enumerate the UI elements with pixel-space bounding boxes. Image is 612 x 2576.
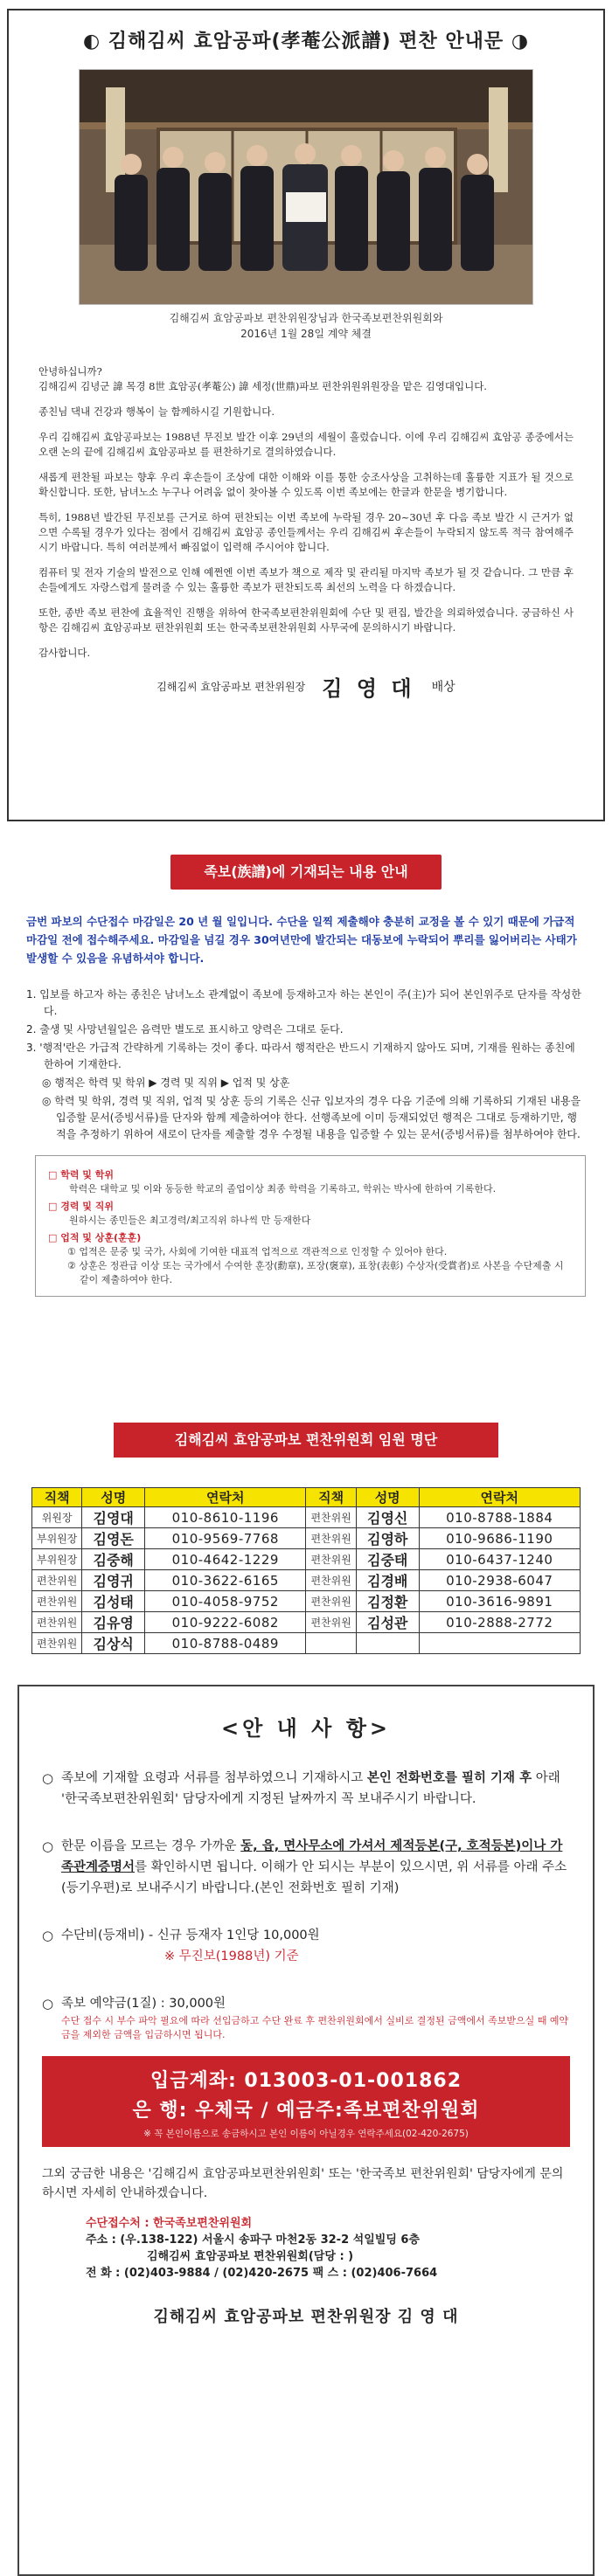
committee-roster: [0, 1423, 612, 1685]
guidance-text-part: 한문 이름을 모르는 경우 가까운: [61, 1839, 241, 1853]
signature-name: 김 영 대: [322, 675, 415, 701]
roster-cell: 010-9569-7768: [145, 1528, 306, 1549]
letter-paragraph: 컴퓨터 및 전자 기술의 발전으로 인해 예쩐엔 이번 족보가 책으로 제작 및 관리될 마지막 족보가 될 것 같습니다. 그 만큼 후손들에게도 자랑스럽게 물려줄 수 있는 훌륭한 족보가 편찬되도록 최선의 노력을 다 하겠습니다.: [38, 566, 574, 593]
roster-cell: 010-9222-6082: [145, 1612, 306, 1633]
guidance-text-part: 족보 예약금(1질) : 30,000원: [61, 1997, 226, 2011]
roster-header-cell: 연락처: [145, 1488, 306, 1507]
roster-cell: 김성관: [356, 1612, 419, 1633]
roster-cell: 편찬위원: [32, 1633, 82, 1654]
roster-cell: [419, 1633, 580, 1654]
circle-bullet-icon: ○: [42, 1928, 54, 1943]
letter-paragraph: 안녕하십니까? 김해김씨 김녕군 諱 목경 8世 효암공(孝菴公) 諱 세정(世鼎)파보 편찬위원위원장을 맡은 김영대입니다.: [38, 365, 487, 392]
roster-cell: 편찬위원: [306, 1549, 356, 1570]
circle-bullet-icon: ○: [42, 1839, 54, 1854]
guidance-text-part: 를 확인하시면 됩니다. 이해가 안 되시는 부분이 있으시면, 위 서류를 아래 주소(등기우편)로 보내주시기 바랍니다.(본인 전화번호 필히 기재): [61, 1860, 567, 1895]
contract-signing-photo: [79, 69, 533, 305]
roster-cell: 편찬위원: [32, 1570, 82, 1591]
roster-cell: 010-2938-6047: [419, 1570, 580, 1591]
letter-paragraph: 또한, 종반 족보 편찬에 효율적인 진행을 위하여 한국족보편찬위원회에 수단 및 편집, 발간을 의뢰하였습니다. 궁금하신 사항은 김해김씨 효암공파보 편찬위원회 또는 한국족보편찬위원회 사무국에 문의하시기 바랍니다.: [38, 606, 574, 634]
roster-row: [32, 1528, 581, 1549]
roster-cell: 편찬위원: [306, 1528, 356, 1549]
genealogy-content-guide: [0, 855, 612, 1423]
letter-paragraph: 새롭게 편찬될 파보는 향후 우리 후손들이 조상에 대한 이해와 이를 통한 숭조사상을 고취하는데 훌륭한 지표가 될 것으로 확신합니다. 또한, 남녀노소 누구나 어려움 없이 찾아볼 수 있도록 이번 족보에는 한글과 한문을 병기합니다.: [38, 471, 574, 498]
roster-cell: 김영대: [82, 1507, 145, 1528]
roster-cell: 010-9686-1190: [419, 1528, 580, 1549]
roster-cell: 010-4058-9752: [145, 1591, 306, 1612]
photo-caption: [38, 310, 574, 342]
roster-cell: 010-8788-1884: [419, 1507, 580, 1528]
roster-cell: 부위원장: [32, 1549, 82, 1570]
criteria-text: 학력은 대학교 및 이와 동등한 학교의 졸업이상 최종 학력을 기록하고, 학위는 박사에 한하여 기록한다.: [69, 1183, 497, 1195]
page: [0, 9, 612, 2576]
rule-item: 3. '행적'란은 가급적 간략하게 기록하는 것이 좋다. 따라서 행적란은 반드시 기재하지 않아도 되며, 기재를 원하는 종친에 한하여 기재한다.: [26, 1042, 575, 1070]
guidance-text-part: 족보에 기재할 요령과 서류를 첨부하였으니 기재하시고: [61, 1771, 367, 1785]
roster-row: [32, 1549, 581, 1570]
account-note: ※ 꼭 본인이름으로 송금하시고 본인 이름이 아닐경우 연락주세요(02-420-2675): [143, 2129, 469, 2139]
address-phone: 전 화 : (02)403-9884 / (02)420-2675 팩 스 : (02)406-7664: [86, 2267, 438, 2280]
roster-cell: 편찬위원: [306, 1507, 356, 1528]
roster-cell: 김중태: [356, 1549, 419, 1570]
roster-row: [32, 1612, 581, 1633]
roster-header-cell: 성명: [356, 1488, 419, 1507]
letter-body: [38, 364, 574, 661]
roster-cell: 편찬위원: [32, 1591, 82, 1612]
roster-cell: 010-6437-1240: [419, 1549, 580, 1570]
contact-text: 그외 궁금한 내용은 '김해김씨 효암공파보편찬위원회' 또는 '한국족보 편찬위원회' 담당자에게 문의하시면 자세히 안내하겠습니다.: [42, 2167, 564, 2200]
rule-subitem: ◎ 행적은 학력 및 학위 ▶ 경력 및 직위 ▶ 업적 및 상훈: [42, 1077, 290, 1089]
roster-header-cell: 직책: [306, 1488, 356, 1507]
criteria-heading: □ 경력 및 직위: [48, 1201, 115, 1212]
roster-cell: 김유영: [82, 1612, 145, 1633]
roster-cell: 김영돈: [82, 1528, 145, 1549]
guidance-text-part: 아래 '한국족보편찬위원회' 담당자에게 지정된 날짜까지 꼭 보내주시기 바랍니다.: [61, 1771, 560, 1806]
address-line: 주소 : (우.138-122) 서울시 송파구 마천2동 32-2 석일빌딩 6층: [86, 2233, 421, 2247]
criteria-heading: □ 업적 및 상훈(훈훈): [48, 1232, 142, 1243]
guidance-item-text: [61, 1768, 570, 1810]
address-heading: 수단접수처 : 한국족보편찬위원회: [86, 2217, 253, 2230]
record-criteria-box: [35, 1155, 586, 1297]
guidance-text-emphasis: 본인 전화번호를 필히 기재 후: [366, 1771, 532, 1785]
roster-cell: [306, 1633, 356, 1654]
signature-org: 김해김씨 효암공파보 편찬위원장: [156, 681, 306, 693]
roster-cell: 김성태: [82, 1591, 145, 1612]
rules-list: [26, 987, 586, 1143]
roster-cell: 010-4642-1229: [145, 1549, 306, 1570]
guidance-notice: [17, 1685, 595, 2576]
roster-row: [32, 1570, 581, 1591]
roster-header-cell: 성명: [82, 1488, 145, 1507]
signature-bae: 배상: [431, 680, 456, 695]
roster-row: [32, 1633, 581, 1654]
roster-cell: 위원장: [32, 1507, 82, 1528]
guidance-text-part: 수단비(등재비) - 신규 등재자 1인당 10,000원: [61, 1929, 320, 1942]
roster-cell: 010-2888-2772: [419, 1612, 580, 1633]
content-guide-banner: 족보(族譜)에 기재되는 내용 안내: [170, 855, 442, 890]
criteria-heading: □ 학력 및 학위: [48, 1169, 115, 1181]
roster-table: [31, 1487, 581, 1654]
roster-header-cell: 연락처: [419, 1488, 580, 1507]
circle-bullet-icon: ○: [42, 1770, 54, 1786]
letter-paragraph: 특히, 1988년 발간된 무진보를 근거로 하여 편찬되는 이번 족보에 누락될 경우 20~30년 후 다음 족보 발간 시 근거가 없으면 수록될 경우가 있다는 점에서 김해김씨 효암공 종인들께서는 우리 김해김씨 후손들이 누락되지 않도록 적극 참여해주시기 바랍니다. 특히 여러분께서 빠짐없이 입력해 주시어야 합니다.: [38, 511, 574, 553]
roster-cell: 010-8788-0489: [145, 1633, 306, 1654]
roster-cell: 김영하: [356, 1528, 419, 1549]
guidance-text-emphasis: 동, 읍, 면사무소에 가셔서 제적등본(구, 호적등본)이나 가족관계증명서: [61, 1839, 563, 1874]
roster-row: [32, 1507, 581, 1528]
guidance-item-text: [61, 1993, 570, 2014]
circle-bullet-icon: ○: [42, 1996, 54, 2012]
roster-cell: 김경배: [356, 1570, 419, 1591]
address-block: [42, 2215, 570, 2282]
rule-item: 2. 출생 및 사망년월일은 음력만 별도로 표시하고 양력은 그대로 둔다.: [26, 1023, 344, 1035]
guidance-red-note: 수단 접수 시 부수 파악 필요에 따라 선입금하고 수단 완료 후 편찬위원회에서 실비로 결정된 금액에서 족보받으실 때 예약금을 제외한 금액을 입금하시면 됩니다.: [61, 2015, 569, 2040]
guidance-red-note: ※ 무진보(1988년) 기준: [164, 1949, 299, 1963]
letter-paragraph: 우리 김해김씨 효암공파보는 1988년 무진보 발간 이후 29년의 세월이 흘렀습니다. 이에 우리 김해김씨 효암공 종중에서는 오랜 논의 끝에 김해김씨 효암공파보 를 편찬하기로 결의하였습니다.: [38, 431, 574, 458]
criteria-text: ② 상훈은 정관급 이상 또는 국가에서 수여한 훈장(勳章), 포장(褒章), 표창(表彰) 수상자(受賞者)로 사본을 수단제출 시 같이 제출하여야 한다.: [67, 1260, 564, 1285]
guidance-footer-signature: 김해김씨 효암공파보 편찬위원장 김 영 대: [153, 2308, 459, 2326]
roster-banner: 김해김씨 효암공파보 편찬위원회 임원 명단: [114, 1423, 498, 1458]
roster-row: [32, 1591, 581, 1612]
bank-account-box: [42, 2056, 570, 2147]
guidance-item-text: [61, 1836, 570, 1899]
announcement-title: ◐ 김해김씨 효암공파(孝菴公派譜) 편찬 안내문 ◑: [82, 31, 530, 52]
roster-cell: [356, 1633, 419, 1654]
announcement-letter: [7, 9, 605, 821]
account-bank: 은 행: 우체국 / 예금주:족보편찬위원회: [132, 2100, 480, 2122]
group-photo-illustration: [80, 70, 533, 305]
deadline-notice: 금번 파보의 수단접수 마감일은 20 년 월 일입니다. 수단을 일찍 제출해야 충분히 교정을 볼 수 있기 때문에 가급적 마감일 전에 접수해주세요. 마감일을 넘길 경우 30여년만에 발간되는 대동보에 누락되어 뿌리를 잃어버리는 사태가 발생할 수 있음을 유념하셔야 합니다.: [26, 915, 577, 965]
photo-caption-line2: 2016년 1월 28일 계약 체결: [240, 328, 372, 340]
criteria-text: 원하시는 종민들은 최고경력/최고직위 하나씩 만 등재한다: [69, 1215, 311, 1226]
address-line: 김해김씨 효암공파보 편찬위원회(담당 : ): [147, 2250, 354, 2263]
account-number: 입금계좌: 013003-01-001862: [150, 2070, 462, 2092]
roster-cell: 김영신: [356, 1507, 419, 1528]
guidance-heading: <안 내 사 항>: [220, 1715, 392, 1741]
roster-body: [32, 1507, 581, 1654]
rule-item: 1. 입보를 하고자 하는 종친은 남녀노소 관계없이 족보에 등재하고자 하는 본인이 주(主)가 되어 본인위주로 단자를 작성한다.: [26, 988, 581, 1017]
roster-header-cell: 직책: [32, 1488, 82, 1507]
roster-cell: 010-3622-6165: [145, 1570, 306, 1591]
letter-paragraph: 종친님 댁내 건강과 행복이 늘 함께하시길 기원합니다.: [38, 405, 275, 418]
roster-cell: 010-8610-1196: [145, 1507, 306, 1528]
roster-cell: 김중해: [82, 1549, 145, 1570]
rule-subitem: ◎ 학력 및 학위, 경력 및 직위, 업적 및 상훈 등의 기록은 신규 입보자의 경우 다음 기준에 의해 기록하되 기재된 내용을 입증할 문서(증빙서류)를 단자와 함께 제출하여야 한다. 선행족보에 이미 등재되었던 행적은 그대로 등재하기만, 행적을 추정하기 위하여 새로이 단자를 제출할 경우 수정될 내용을 입증할 수 있는 문서(증빙서류)를 첨부하여야 한다.: [42, 1095, 581, 1140]
criteria-text: ① 업적은 문중 및 국가, 사회에 기여한 대표적 업적으로 객관적으로 인정할 수 있어야 한다.: [67, 1246, 448, 1257]
roster-cell: 김정환: [356, 1591, 419, 1612]
letter-signature: [38, 671, 574, 702]
roster-cell: 김상식: [82, 1633, 145, 1654]
roster-cell: 부위원장: [32, 1528, 82, 1549]
letter-paragraph: 감사합니다.: [38, 647, 91, 659]
roster-cell: 편찬위원: [32, 1612, 82, 1633]
roster-cell: 편찬위원: [306, 1570, 356, 1591]
guidance-item: [42, 1993, 570, 2042]
roster-cell: 김영귀: [82, 1570, 145, 1591]
guidance-item: [42, 1768, 570, 1810]
roster-cell: 편찬위원: [306, 1591, 356, 1612]
photo-caption-line1: 김해김씨 효암공파보 편찬위원장님과 한국족보편찬위원회와: [169, 312, 443, 324]
guidance-item: [42, 1925, 570, 1967]
guidance-item: [42, 1836, 570, 1899]
roster-cell: 010-3616-9891: [419, 1591, 580, 1612]
guidance-item-text: [61, 1925, 570, 1946]
roster-cell: 편찬위원: [306, 1612, 356, 1633]
roster-header-row: [32, 1488, 581, 1507]
